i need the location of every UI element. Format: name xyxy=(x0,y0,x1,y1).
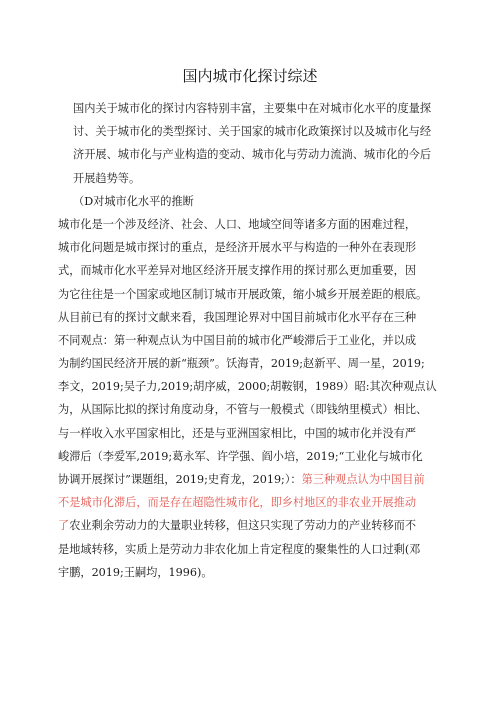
text-line xyxy=(58,398,448,421)
text-segment: 宇鹏，2019;王嗣均，1996)。 xyxy=(58,565,213,579)
text-line xyxy=(58,538,448,561)
text-segment: 城市化问题是城市探讨的重点，是经济开展水平与构造的一种外在表现形 xyxy=(58,241,417,255)
text-segment: 为制约国民经济开展的新“瓶颈”。饫海青，2019;赵新平、周一星，2019; xyxy=(58,357,425,371)
text-segment: 讨、关于城市化的类型探讨、关于国家的城市化政策探讨以及城市化与经 xyxy=(73,125,432,139)
text-line xyxy=(58,97,448,120)
text-line xyxy=(58,283,448,306)
text-segment: 是地域转移，实质上是劳动力非农化加上肯定程度的聚集性的人口过剩(邓 xyxy=(58,542,421,556)
text-line xyxy=(58,329,448,352)
highlighted-text: 第三种观点认为中国目前 xyxy=(301,473,425,486)
text-segment: 协调开展探讨”课题组，2019;史育龙，2019;）： xyxy=(58,473,302,486)
text-line xyxy=(58,468,448,491)
text-line xyxy=(58,445,448,468)
text-segment: 与一样收入水平国家相比，还是与亚洲国家相比，中国的城市化并没有严 xyxy=(58,426,417,440)
text-line xyxy=(58,143,448,166)
text-line xyxy=(58,120,448,143)
text-segment: 开展趋势等。 xyxy=(73,171,141,185)
text-segment: 式，而城市化水平差异对地区经济开展支撑作用的探讨那么更加重要，因 xyxy=(58,264,417,278)
text-line xyxy=(58,375,448,398)
text-segment: 城市化是一个涉及经济、社会、人口、地域空间等诸多方面的困难过程， xyxy=(58,217,417,231)
text-line xyxy=(58,561,448,584)
text-line xyxy=(58,422,448,445)
text-segment: 国内关于城市化的探讨内容特别丰富，主要集中在对城市化水平的度量探 xyxy=(73,102,432,115)
highlighted-text: 了 xyxy=(58,519,70,533)
document-body xyxy=(58,97,448,584)
highlighted-text: 不是城市化滞后，而是存在超隐性城市化，即乡村地区的非农业开展推动 xyxy=(58,496,417,510)
text-line xyxy=(58,491,448,514)
document-title: 国内城市化探讨综述 xyxy=(182,67,318,85)
text-segment: 为它往往是一个国家或地区制订城市开展政策，缩小城乡开展差距的根底。 xyxy=(58,287,428,301)
text-segment: 从目前已有的探讨文献来看，我国理论界对中国目前城市化水平存在三种 xyxy=(58,310,417,324)
text-segment: 峻滞后（李爱军,2019;葛永军、许学强、阎小培，2019;“工业化与城市化 xyxy=(58,449,423,463)
text-line xyxy=(58,514,448,537)
text-segment: （D对城市化水平的推断 xyxy=(73,194,194,208)
text-segment: 李文，2019;吴子力,2019;胡序威，2000;胡鞍钢，1989）昭:其次种观点认 xyxy=(58,380,437,394)
text-segment: 济开展、城市化与产业构造的变动、城市化与劳动力流淌、城市化的今后 xyxy=(73,148,432,162)
text-line xyxy=(58,167,448,190)
text-line xyxy=(58,259,448,282)
text-segment: 农业剩余劳动力的大量职业转移，但这只实现了劳动力的产业转移而不 xyxy=(69,519,417,533)
text-segment: 为，从国际比拟的探讨角度动身，不管与一般模式（即钱纳里模式）相比、 xyxy=(58,403,428,417)
text-line xyxy=(58,190,448,213)
text-line xyxy=(58,213,448,236)
text-line xyxy=(58,352,448,375)
text-segment: 不同观点：第一种观点认为中国目前的城市化严峻滞后于工业化，并以成 xyxy=(58,333,417,347)
text-line xyxy=(58,306,448,329)
text-line xyxy=(58,236,448,259)
